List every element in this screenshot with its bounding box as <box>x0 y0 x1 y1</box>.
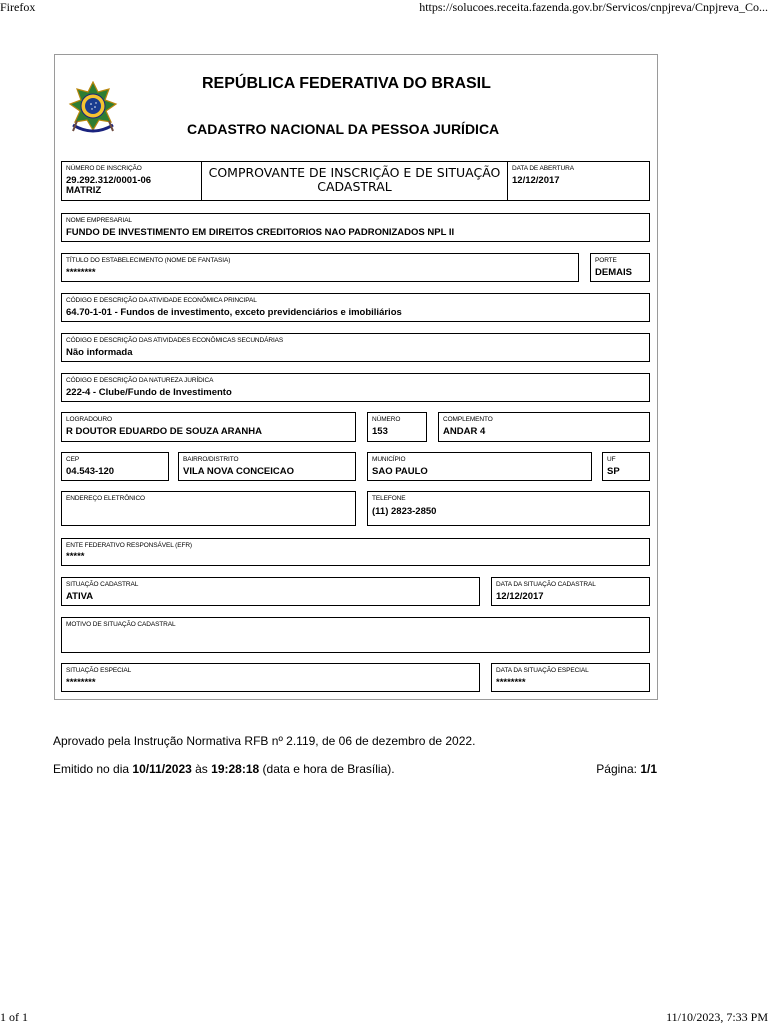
field-nome-empresarial <box>61 213 650 242</box>
field-value: ******** <box>496 677 526 688</box>
field-telefone <box>367 491 650 526</box>
field-label: NÚMERO DE INSCRIÇÃO <box>66 165 142 172</box>
field-label: LOGRADOURO <box>66 416 112 423</box>
emission-mid: às <box>191 762 212 776</box>
field-atividade-principal <box>61 293 650 322</box>
field-atividades-secundarias <box>61 333 650 362</box>
field-value: DEMAIS <box>595 267 632 278</box>
field-uf <box>602 452 650 481</box>
field-municipio <box>367 452 592 481</box>
field-value: 153 <box>372 426 388 437</box>
field-label: CÓDIGO E DESCRIÇÃO DAS ATIVIDADES ECONÔMICAS SECUNDÁRIAS <box>66 337 284 344</box>
field-abertura <box>507 161 650 201</box>
document-frame <box>54 54 658 700</box>
page-value: 1/1 <box>640 762 657 776</box>
page-count: 1 of 1 <box>0 1010 28 1024</box>
field-natureza-juridica <box>61 373 650 402</box>
field-value: SAO PAULO <box>372 466 428 477</box>
emission-note <box>53 762 395 776</box>
field-label: CEP <box>66 456 80 463</box>
brazil-coat-of-arms-icon <box>67 81 119 137</box>
field-value: VILA NOVA CONCEICAO <box>183 466 295 477</box>
field-motivo-situacao <box>61 617 650 653</box>
field-data-situacao <box>491 577 650 606</box>
field-label: PORTE <box>595 257 617 264</box>
field-inscricao <box>61 161 202 201</box>
emission-time: 19:28:18 <box>211 762 260 776</box>
field-label: COMPLEMENTO <box>443 416 493 423</box>
field-situacao-cadastral <box>61 577 480 606</box>
field-data-situacao-especial <box>491 663 650 692</box>
emission-prefix: Emitido no dia <box>53 762 133 776</box>
emission-date: 10/11/2023 <box>132 762 192 776</box>
field-label: DATA DA SITUAÇÃO CADASTRAL <box>496 581 596 588</box>
field-porte <box>590 253 650 282</box>
page-label: Página: <box>596 762 641 776</box>
field-label: SITUAÇÃO CADASTRAL <box>66 581 139 588</box>
field-label: ENDEREÇO ELETRÔNICO <box>66 495 146 502</box>
field-value: ATIVA <box>66 591 94 602</box>
field-value: 12/12/2017 <box>496 591 544 602</box>
field-label: MOTIVO DE SITUAÇÃO CADASTRAL <box>66 621 176 628</box>
field-numero <box>367 412 427 442</box>
field-situacao-especial <box>61 663 480 692</box>
field-label: DATA DE ABERTURA <box>512 165 574 172</box>
field-cep <box>61 452 169 481</box>
field-value: ******** <box>66 677 96 688</box>
approval-note: Aprovado pela Instrução Normativa RFB nº 2.119, de 06 de dezembro de 2022. <box>53 734 476 748</box>
comprovante-line-2: CADASTRAL <box>317 179 392 194</box>
page-url: https://solucoes.receita.fazenda.gov.br/Servicos/cnpjreva/Cnpjreva_Co... <box>419 0 768 14</box>
field-nome-fantasia <box>61 253 579 282</box>
field-value: ANDAR 4 <box>443 426 486 437</box>
field-label: TÍTULO DO ESTABELECIMENTO (NOME DE FANTASIA) <box>66 257 231 264</box>
field-label: ENTE FEDERATIVO RESPONSÁVEL (EFR) <box>66 542 192 549</box>
field-value: SP <box>607 466 620 477</box>
emission-suffix: (data e hora de Brasília). <box>259 762 395 776</box>
field-label: UF <box>607 456 616 463</box>
field-value: ******** <box>66 267 96 278</box>
field-value: R DOUTOR EDUARDO DE SOUZA ARANHA <box>66 426 262 437</box>
field-value: 04.543-120 <box>66 466 115 477</box>
page-title: REPÚBLICA FEDERATIVA DO BRASIL <box>202 75 491 92</box>
field-value: (11) 2823-2850 <box>372 506 437 517</box>
field-label: TELEFONE <box>372 495 406 502</box>
field-value-secondary: MATRIZ <box>66 185 102 196</box>
field-logradouro <box>61 412 356 442</box>
field-value: FUNDO DE INVESTIMENTO EM DIREITOS CREDITORIOS NAO PADRONIZADOS NPL II <box>66 227 455 238</box>
field-complemento <box>438 412 650 442</box>
page-indicator <box>596 762 657 776</box>
field-value: 12/12/2017 <box>512 175 560 186</box>
field-label: BAIRRO/DISTRITO <box>183 456 239 463</box>
field-efr <box>61 538 650 566</box>
field-email <box>61 491 356 526</box>
field-label: CÓDIGO E DESCRIÇÃO DA NATUREZA JURÍDICA <box>66 377 214 384</box>
field-label: NOME EMPRESARIAL <box>66 217 132 224</box>
field-label: NÚMERO <box>372 416 401 423</box>
comprovante-line-1: COMPROVANTE DE INSCRIÇÃO E DE SITUAÇÃO <box>208 165 501 180</box>
browser-app-name: Firefox <box>0 0 36 14</box>
field-value: 64.70-1-01 - Fundos de investimento, exceto previdenciários e imobiliários <box>66 307 402 318</box>
field-label: MUNICÍPIO <box>372 456 406 463</box>
field-label: CÓDIGO E DESCRIÇÃO DA ATIVIDADE ECONÔMICA PRINCIPAL <box>66 297 257 304</box>
field-bairro <box>178 452 356 481</box>
field-value: Não informada <box>66 347 133 358</box>
comprovante-heading <box>201 161 508 201</box>
field-label: SITUAÇÃO ESPECIAL <box>66 667 132 674</box>
field-label: DATA DA SITUAÇÃO ESPECIAL <box>496 667 589 674</box>
print-datetime: 11/10/2023, 7:33 PM <box>666 1010 768 1024</box>
field-value: 29.292.312/0001-06 <box>66 175 152 186</box>
field-value: ***** <box>66 551 85 562</box>
page-subtitle: CADASTRO NACIONAL DA PESSOA JURÍDICA <box>187 121 500 137</box>
field-value: 222-4 - Clube/Fundo de Investimento <box>66 387 232 398</box>
